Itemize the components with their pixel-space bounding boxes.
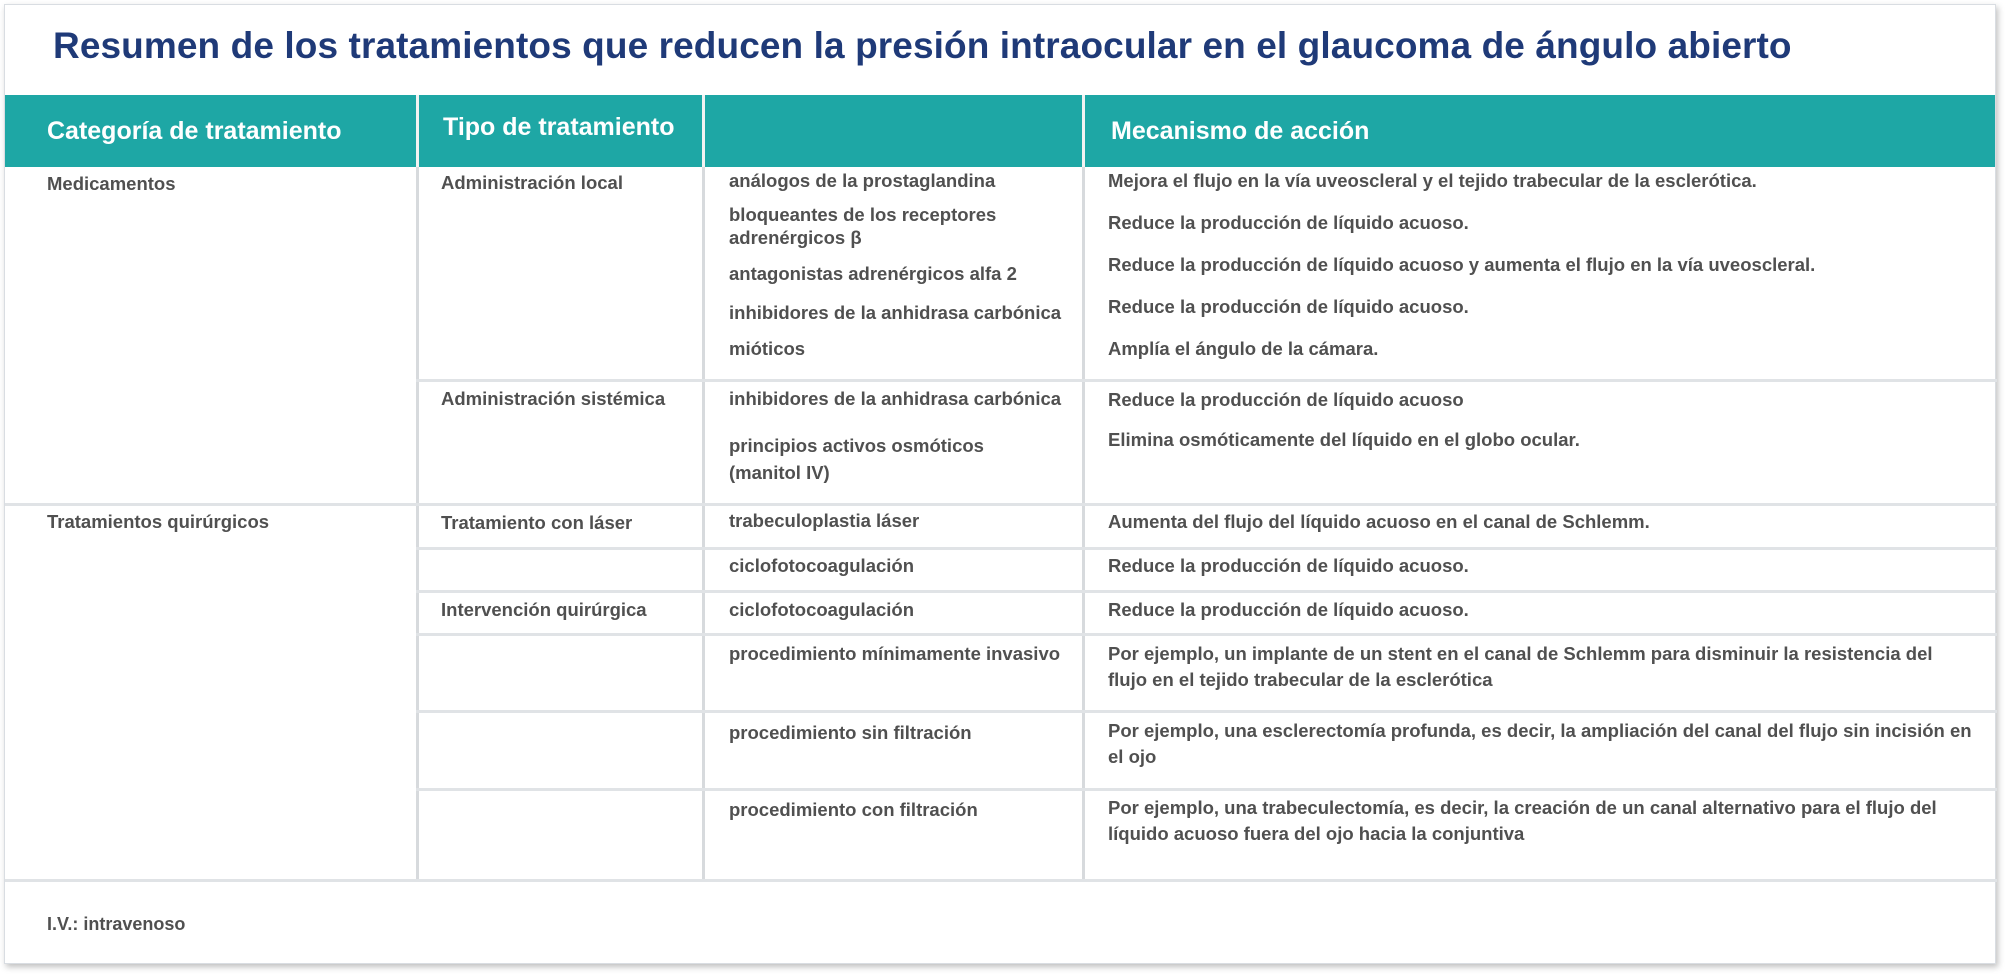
mechanism-cell: Reduce la producción de líquido acuoso y aumenta el flujo en la vía uveoscleral. (1108, 254, 1816, 275)
type-local: Administración local (441, 172, 623, 193)
mechanism-cell: Reduce la producción de líquido acuoso. (1108, 296, 1469, 317)
column-divider (1082, 167, 1085, 881)
mechanism-cell: Mejora el flujo en la vía uveoscleral y el tejido trabecular de la esclerótica. (1108, 170, 1757, 191)
agent-cell: análogos de la prostaglandina (729, 170, 996, 191)
table-header (5, 95, 1995, 167)
mechanism-cell: Aumenta del flujo del líquido acuoso en el canal de Schlemm. (1108, 511, 1650, 532)
agent-cell: antagonistas adrenérgicos alfa 2 (729, 263, 1017, 284)
column-divider (416, 167, 419, 881)
type-intervencion: Intervención quirúrgica (441, 599, 647, 620)
row-divider (5, 503, 1997, 506)
type-laser: Tratamiento con láser (441, 512, 633, 533)
row-divider (416, 379, 1997, 382)
footnote: I.V.: intravenoso (47, 914, 186, 934)
agent-cell: principios activos osmóticos (manitol IV) (729, 435, 984, 483)
agent-cell: ciclofotocoagulación (729, 555, 915, 576)
row-divider (416, 547, 1997, 550)
mechanism-cell: Por ejemplo, un implante de un stent en el canal de Schlemm para disminuir la resistencia del flujo en el tejido trabecular de la esclerótica (1108, 643, 1933, 690)
agent-cell: trabeculoplastia láser (729, 510, 920, 531)
agent-cell: bloqueantes de los receptores adrenérgicos β (729, 204, 997, 248)
header-divider (1082, 95, 1085, 167)
type-sistemica: Administración sistémica (441, 388, 666, 409)
mechanism-cell: Reduce la producción de líquido acuoso. (1108, 212, 1469, 233)
row-divider (416, 788, 1997, 791)
agent-cell: procedimiento con filtración (729, 799, 978, 820)
header-divider (702, 95, 705, 167)
mechanism-cell: Reduce la producción de líquido acuoso. (1108, 555, 1469, 576)
mechanism-cell: Reduce la producción de líquido acuoso (1108, 389, 1464, 410)
mechanism-cell: Amplía el ángulo de la cámara. (1108, 338, 1379, 359)
header-type: Tipo de tratamiento (443, 112, 675, 141)
treatment-summary-card (4, 4, 1996, 964)
agent-cell: inhibidores de la anhidrasa carbónica (729, 302, 1062, 323)
header-category: Categoría de tratamiento (47, 116, 342, 145)
row-divider (5, 879, 1997, 882)
row-divider (416, 710, 1997, 713)
header-mechanism: Mecanismo de acción (1111, 116, 1370, 145)
mechanism-cell: Reduce la producción de líquido acuoso. (1108, 599, 1469, 620)
agent-cell: procedimiento sin filtración (729, 722, 972, 743)
agent-cell: mióticos (729, 338, 806, 359)
header-divider (416, 95, 419, 167)
mechanism-cell: Elimina osmóticamente del líquido en el globo ocular. (1108, 429, 1580, 450)
row-divider (416, 590, 1997, 593)
category-quirurgicos: Tratamientos quirúrgicos (47, 511, 270, 532)
mechanism-cell: Por ejemplo, una esclerectomía profunda, es decir, la ampliación del canal del flujo sin incisión en el ojo (1108, 720, 1972, 767)
page-title: Resumen de los tratamientos que reducen la presión intraocular en el glaucoma de ángulo abierto (53, 25, 1792, 66)
category-medicamentos: Medicamentos (47, 173, 176, 194)
mechanism-cell: Por ejemplo, una trabeculectomía, es decir, la creación de un canal alternativo para el flujo del líquido acuoso fuera del ojo hacia la conjuntiva (1108, 797, 1937, 844)
row-divider (416, 633, 1997, 636)
agent-cell: inhibidores de la anhidrasa carbónica (729, 388, 1062, 409)
agent-cell: ciclofotocoagulación (729, 599, 915, 620)
column-divider (702, 167, 705, 881)
agent-cell: procedimiento mínimamente invasivo (729, 643, 1061, 664)
